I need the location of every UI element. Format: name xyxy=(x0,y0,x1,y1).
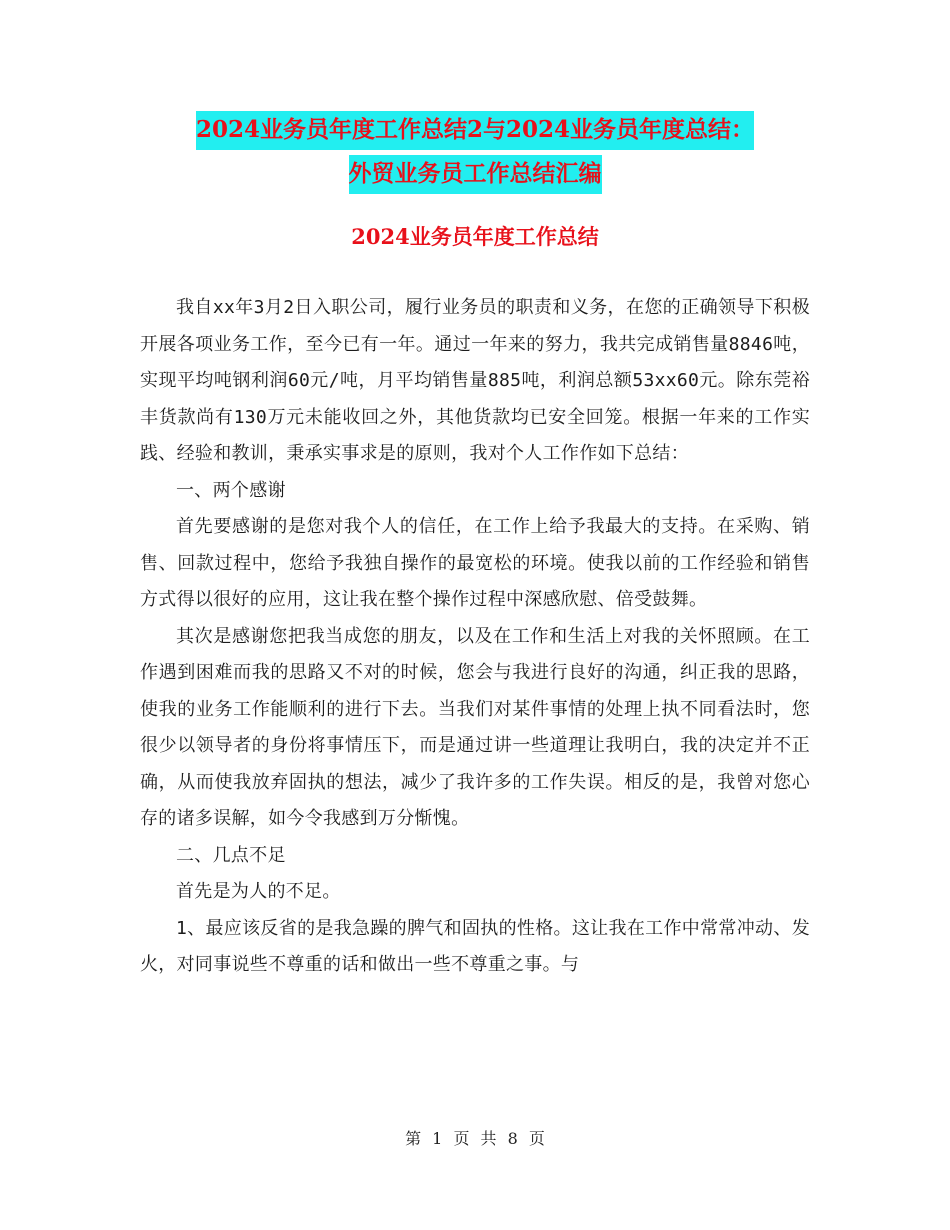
paragraph-first-thanks: 首先要感谢的是您对我个人的信任，在工作上给予我最大的支持。在采购、销售、回款过程中，您给予我独自操作的最宽松的环境。使我以前的工作经验和销售方式得以很好的应用，这让我在整个操作过程中深感欣慰、倍受鼓舞。 xyxy=(140,516,810,610)
document-title-line-2 xyxy=(0,162,950,185)
paragraph-second-thanks: 其次是感谢您把我当成您的朋友，以及在工作和生活上对我的关怀照顾。在工作遇到困难而我的思路又不对的时候，您会与我进行良好的沟通，纠正我的思路，使我的业务工作能顺利的进行下去。当我们对某件事情的处理上执不同看法时，您很少以领导者的身份将事情压下，而是通过讲一些道理让我明白，我的决定并不正确，从而使我放弃固执的想法，减少了我许多的工作失误。相反的是，我曾对您心存的诸多误解，如今令我感到万分惭愧。 xyxy=(140,625,810,829)
paragraph-intro: 我自xx年3月2日入职公司，履行业务员的职责和义务，在您的正确领导下积极开展各项业务工作，至今已有一年。通过一年来的努力，我共完成销售量8846吨，实现平均吨钢利润60元/吨，月平均销售量885吨，利润总额53xx60元。除东莞裕丰货款尚有130万元未能收回之外，其他货款均已安全回笼。根据一年来的工作实践、经验和教训，秉承实事求是的原则，我对个人工作作如下总结： xyxy=(140,297,810,464)
paragraph-personal-shortcoming: 首先是为人的不足。 xyxy=(176,881,341,902)
page-footer: 第 1 页 共 8 页 xyxy=(405,1129,545,1148)
title-line-1-text: 2024业务员年度工作总结2与2024业务员年度总结： xyxy=(196,111,754,150)
document-title-line-1 xyxy=(0,118,950,141)
section-title: 2024业务员年度工作总结 xyxy=(351,224,599,249)
heading-shortcomings: 二、几点不足 xyxy=(176,844,286,866)
title-line-2-text: 外贸业务员工作总结汇编 xyxy=(349,155,602,194)
paragraph-item-1: 1、最应该反省的是我急躁的脾气和固执的性格。这让我在工作中常常冲动、发火，对同事说些不尊重的话和做出一些不尊重之事。与 xyxy=(140,917,810,975)
heading-two-thanks: 一、两个感谢 xyxy=(176,479,286,501)
document-body xyxy=(140,290,810,984)
